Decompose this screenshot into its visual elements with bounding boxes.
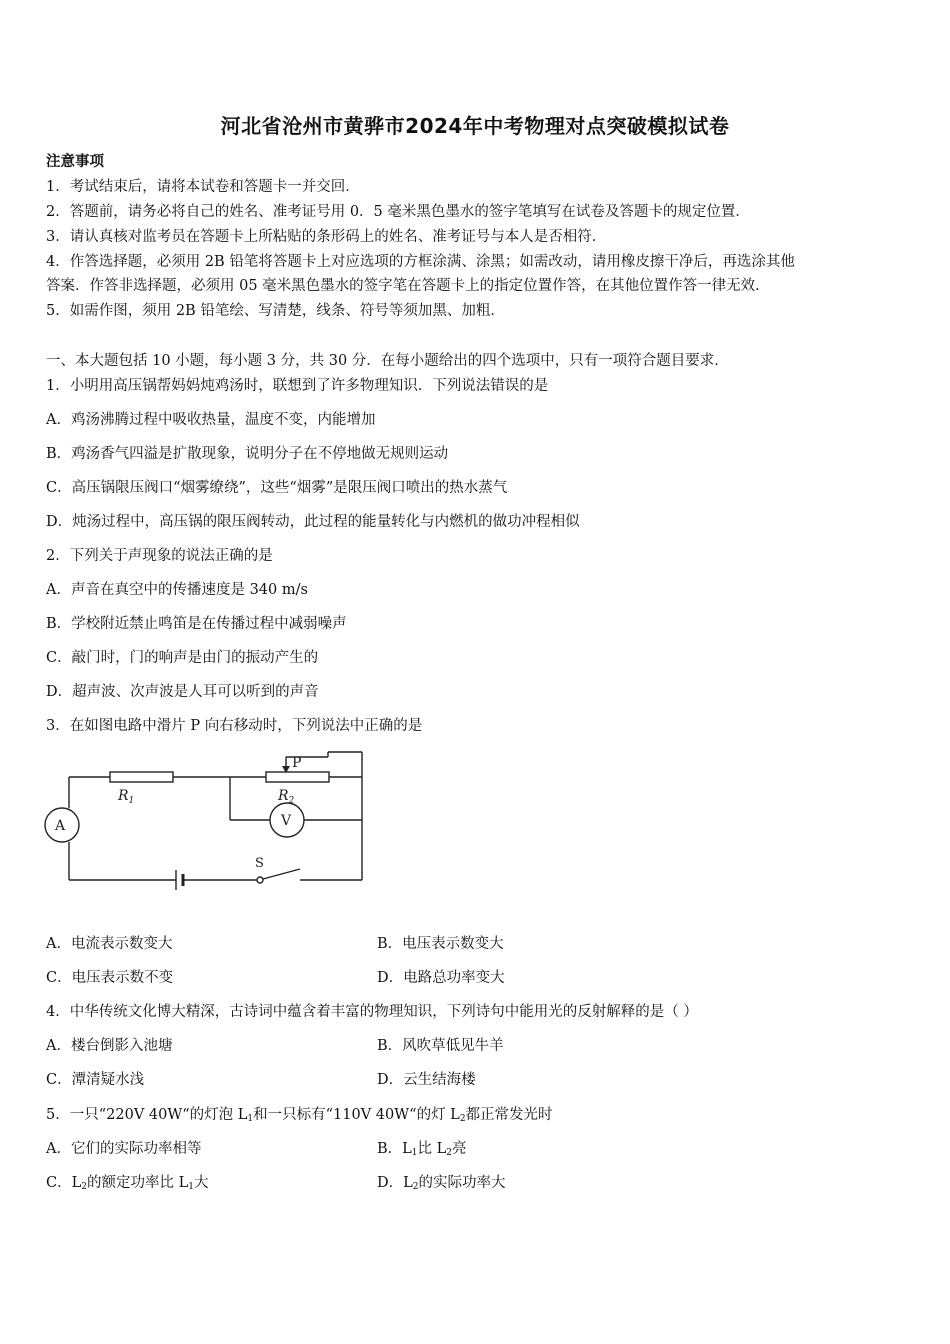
q2-option-a: A．声音在真空中的传播速度是 340 m/s [46,582,308,598]
q3-option-b: B．电压表示数变大 [377,936,504,952]
resistor-r2 [266,772,329,782]
notice-item-5: 5．如需作图，须用 2B 铅笔绘、写清楚，线条、符号等须加黑、加粗． [46,303,505,319]
switch-lever [263,869,300,879]
q5-option-d: D．$L_2$的实际功率大 [377,1175,506,1192]
label-voltmeter: V [281,813,292,829]
switch-pivot [257,877,263,883]
svg-text:R1 [117,788,134,806]
label-r1-sub: 1 [128,796,135,806]
q4-option-b: B．风吹草低见牛羊 [377,1038,504,1054]
q4-option-a: A．楼台倒影入池塘 [46,1038,173,1054]
label-ammeter: A [55,818,66,834]
label-r1: R [118,788,129,804]
q5-stem: 5．一只“220V 40W“的灯泡 $L_1$和一只标有“110V 40W“的灯 $L_2$都正常发光时 [46,1107,553,1124]
q1-option-c: C．高压锅限压阀口“烟雾缭绕”，这些“烟雾”是限压阀口喷出的热水蒸气 [46,480,508,496]
svg-text:R2 [277,788,295,806]
q3-stem: 3．在如图电路中滑片 P 向右移动时，下列说法中正确的是 [46,718,423,734]
q4-option-d: D．云生结海楼 [377,1072,476,1088]
circuit-diagram [40,748,370,893]
q1-option-a: A．鸡汤沸腾过程中吸收热量，温度不变，内能增加 [46,412,376,428]
page-title: 河北省沧州市黄骅市2024年中考物理对点突破模拟试卷 [220,114,730,138]
label-p: P [292,755,302,771]
q4-stem: 4．中华传统文化博大精深，古诗词中蕴含着丰富的物理知识，下列诗句中能用光的反射解释的是（ ） [46,1004,698,1020]
q1-option-d: D．炖汤过程中，高压锅的限压阀转动，此过程的能量转化与内燃机的做功冲程相似 [46,514,580,530]
q2-option-b: B．学校附近禁止鸣笛是在传播过程中减弱噪声 [46,616,347,632]
notice-item-4-cont: 答案．作答非选择题，必须用 05 毫米黑色墨水的签字笔在答题卡上的指定位置作答，在其他位置作答一律无效． [46,278,770,294]
notice-heading: 注意事项 [46,153,104,170]
resistor-r1 [110,772,173,782]
q5-option-a: A．它们的实际功率相等 [46,1141,202,1157]
q3-option-c: C．电压表示数不变 [46,970,174,986]
label-switch: S [255,856,264,871]
label-r2-sub: 2 [288,796,295,806]
q3-option-d: D．电路总功率变大 [377,970,505,986]
q5-option-c: C．$L_2$的额定功率比 $L_1$大 [46,1175,209,1192]
q2-option-c: C．敲门时，门的响声是由门的振动产生的 [46,650,319,666]
q1-option-b: B．鸡汤香气四溢是扩散现象，说明分子在不停地做无规则运动 [46,446,449,462]
notice-item-3: 3．请认真核对监考员在答题卡上所粘贴的条形码上的姓名、准考证号与本人是否相符． [46,229,607,245]
section-heading: 一、本大题包括 10 小题，每小题 3 分，共 30 分．在每小题给出的四个选项中，只有一项符合题目要求． [46,353,729,369]
q1-stem: 1．小明用高压锅帮妈妈炖鸡汤时，联想到了许多物理知识．下列说法错误的是 [46,378,549,394]
q2-stem: 2．下列关于声现象的说法正确的是 [46,548,273,564]
q4-option-c: C．潭清疑水浅 [46,1072,145,1088]
q3-option-a: A．电流表示数变大 [46,936,173,952]
notice-item-4: 4．作答选择题，必须用 2B 铅笔将答题卡上对应选项的方框涂满、涂黑；如需改动，请用橡皮擦干净后，再选涂其他 [46,254,795,270]
notice-item-1: 1．考试结束后，请将本试卷和答题卡一并交回． [46,179,360,195]
q2-option-d: D．超声波、次声波是人耳可以听到的声音 [46,684,319,700]
notice-item-2: 2．答题前，请务必将自己的姓名、准考证号用 0．5 毫米黑色墨水的签字笔填写在试卷及答题卡的规定位置． [46,204,750,220]
q5-option-b: B．$L_1$比 $L_2$亮 [377,1141,467,1158]
label-r2: R [278,788,289,804]
